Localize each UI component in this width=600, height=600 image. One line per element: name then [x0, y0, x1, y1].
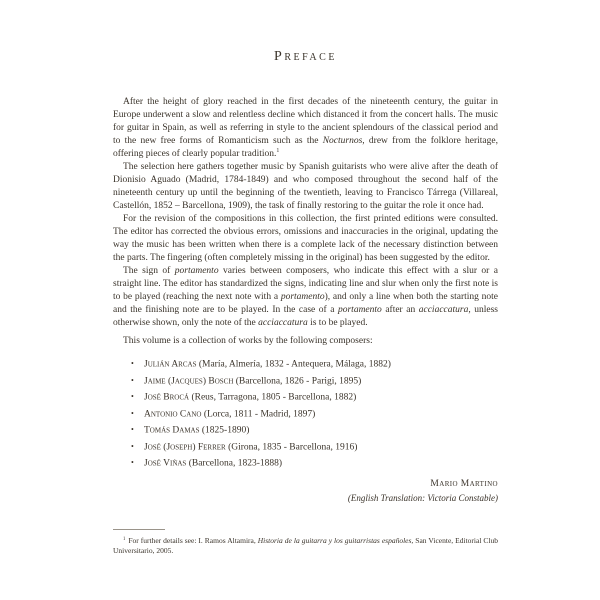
bullet-icon: • — [131, 359, 134, 368]
composer-details: (Girona, 1835 - Barcellona, 1916) — [225, 442, 358, 452]
bullet-icon: • — [131, 441, 134, 451]
footnote-divider — [113, 529, 165, 530]
list-item — [131, 406, 498, 423]
bullet-icon: • — [131, 392, 134, 401]
translator-credit: (English Translation: Victoria Constable) — [347, 492, 498, 503]
list-item — [131, 422, 498, 439]
footnote-area — [113, 529, 498, 555]
composer-name: José Brocá — [144, 392, 190, 403]
composer-details: (Barcellona, 1823-1888) — [186, 458, 283, 469]
list-item — [131, 389, 498, 406]
page-title: Preface — [274, 49, 337, 64]
composer-details: (Lorca, 1811 - Madrid, 1897) — [201, 409, 316, 419]
composer-name: Jaime (Jacques) Bosch — [144, 376, 234, 386]
preface-body — [113, 96, 498, 505]
composer-details: (Barcellona, 1826 - Parigi, 1895) — [233, 376, 362, 386]
composer-name: Julián Arcas — [144, 359, 197, 370]
bullet-icon: • — [131, 408, 134, 418]
composer-details: (Reus, Tarragona, 1805 - Barcellona, 1882) — [189, 392, 357, 403]
composer-name: José Viñas — [144, 458, 187, 469]
list-item — [131, 455, 498, 472]
composer-details: (María, Almería, 1832 - Antequera, Málaga, 1882) — [196, 359, 391, 370]
footnote-text — [113, 536, 498, 555]
paragraph-3: For the revision of the compositions in this collection, the first printed editions were consulted. The editor has corrected the obvious errors, omissions and inaccuracies in the original, updating the way the music has been written when there is a complete lack of the necessary distinction between the parts. The fingering (often completely missing in the original) has been suggested by the editor. — [113, 214, 498, 263]
composer-list — [113, 356, 498, 472]
bullet-icon: • — [131, 458, 134, 467]
composer-name: Antonio Cano — [144, 409, 202, 419]
list-item — [131, 439, 498, 456]
composer-name: Tomás Damas — [144, 425, 200, 436]
composer-details: (1825-1890) — [199, 425, 250, 436]
paragraph-2: The selection here gathers together music by Spanish guitarists who were alive after the death of Dionisio Aguado (Madrid, 1784-1849) and who composed throughout the second half of the nineteenth century up until the beginning of the twentieth, leaving to Francisco Tárrega (Villareal, Castellón, 1852 – Barcellona, 1909), the task of finally restoring to the guitar the role it once had. — [113, 162, 498, 211]
bullet-icon: • — [131, 425, 134, 434]
composer-name: José (Joseph) Ferrer — [144, 442, 226, 452]
author-name: Mario Martino — [430, 478, 498, 489]
list-item — [131, 373, 498, 390]
list-item — [131, 356, 498, 373]
paragraph-1: After the height of glory reached in the first decades of the nineteenth century, the guitar in Europe underwent a slow and relentless decline which distanced it from the concert halls. The music for guitar in Spain, as well as referring in style to the ancient splendours of the classical period and to the new free forms of Romanticism such as the Nocturnos, drew from the folklore heritage, offering pieces of clearly popular tradition.$^1$ — [113, 97, 498, 159]
composer-list-intro: This volume is a collection of works by the following composers: — [123, 336, 373, 346]
footnote-body: For further details see: I. Ramos Altamira, Historia de la guitarra y los guitarristas españoles, San Vicente, Editorial Club Universitario, 2005. — [113, 536, 498, 555]
signature-block — [113, 477, 498, 505]
paragraph-4: The sign of portamento varies between composers, who indicate this effect with a slur or a straight line. The editor has standardized the signs, indicating line and slur when only the first note is to be played (reaching the next note with a portamento), and only a line when both the starting note and the finishing note are to be played. In the case of a portamento after an acciaccatura, unless otherwise shown, only the note of the acciaccatura is to be played. — [113, 266, 498, 328]
footnote-marker: 1 — [123, 536, 126, 542]
bullet-icon: • — [131, 375, 134, 385]
